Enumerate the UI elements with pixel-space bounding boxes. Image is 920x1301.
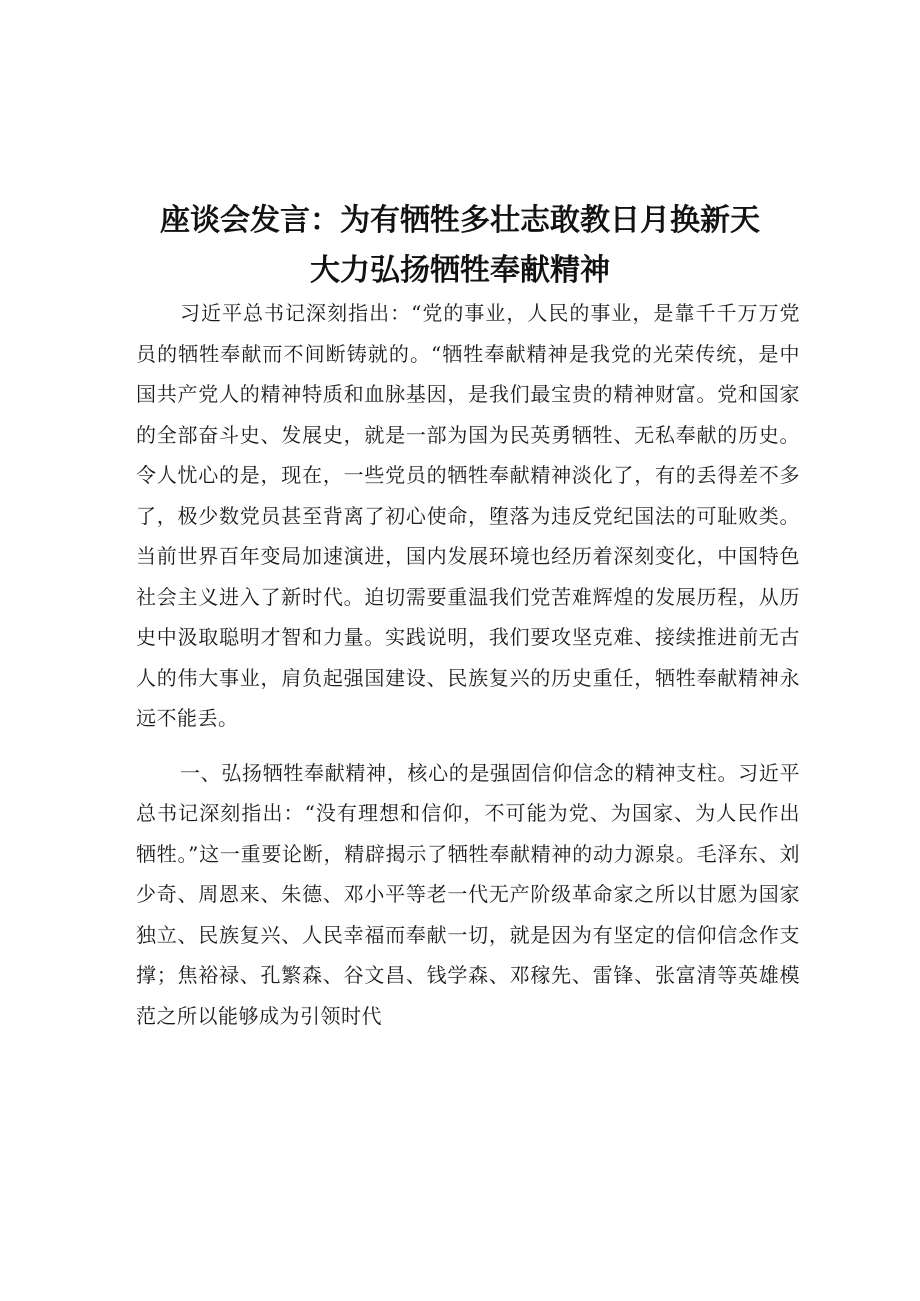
title-line-1: 座谈会发言：为有牺牲多壮志敢教日月换新天 [160, 203, 760, 238]
document-body [136, 293, 800, 1036]
title-line-2: 大力弘扬牺牲奉献精神 [310, 253, 610, 288]
paragraph-section-1: 一、弘扬牺牲奉献精神，核心的是强固信仰信念的精神支柱。习近平总书记深刻指出：“没有理想和信仰，不可能为党、为国家、为人民作出牺牲。”这一重要论断，精辟揭示了牺牲奉献精神的动力源泉。毛泽东、刘少奇、周恩来、朱德、邓小平等老一代无产阶级革命家之所以甘愿为国家独立、民族复兴、人民幸福而奉献一切，就是因为有坚定的信仰信念作支撑；焦裕禄、孔繁森、谷文昌、钱学森、邓稼先、雷锋、张富清等英雄模范之所以能够成为引领时代 [136, 760, 800, 1028]
paragraph-intro: 习近平总书记深刻指出：“党的事业，人民的事业，是靠千千万万党员的牺牲奉献而不间断铸就的。“牺牲奉献精神是我党的光荣传统，是中国共产党人的精神特质和血脉基因，是我们最宝贵的精神财富。党和国家的全部奋斗史、发展史，就是一部为国为民英勇牺牲、无私奉献的历史。令人忧心的是，现在，一些党员的牺牲奉献精神淡化了，有的丢得差不多了，极少数党员甚至背离了初心使命，堕落为违反党纪国法的可耻败类。当前世界百年变局加速演进，国内发展环境也经历着深刻变化，中国特色社会主义进入了新时代。迫切需要重温我们党苦难辉煌的发展历程，从历史中汲取聪明才智和力量。实践说明，我们要攻坚克难、接续推进前无古人的伟大事业，肩负起强国建设、民族复兴的历史重任，牺牲奉献精神永远不能丢。 [136, 301, 800, 730]
document-title [0, 196, 920, 296]
